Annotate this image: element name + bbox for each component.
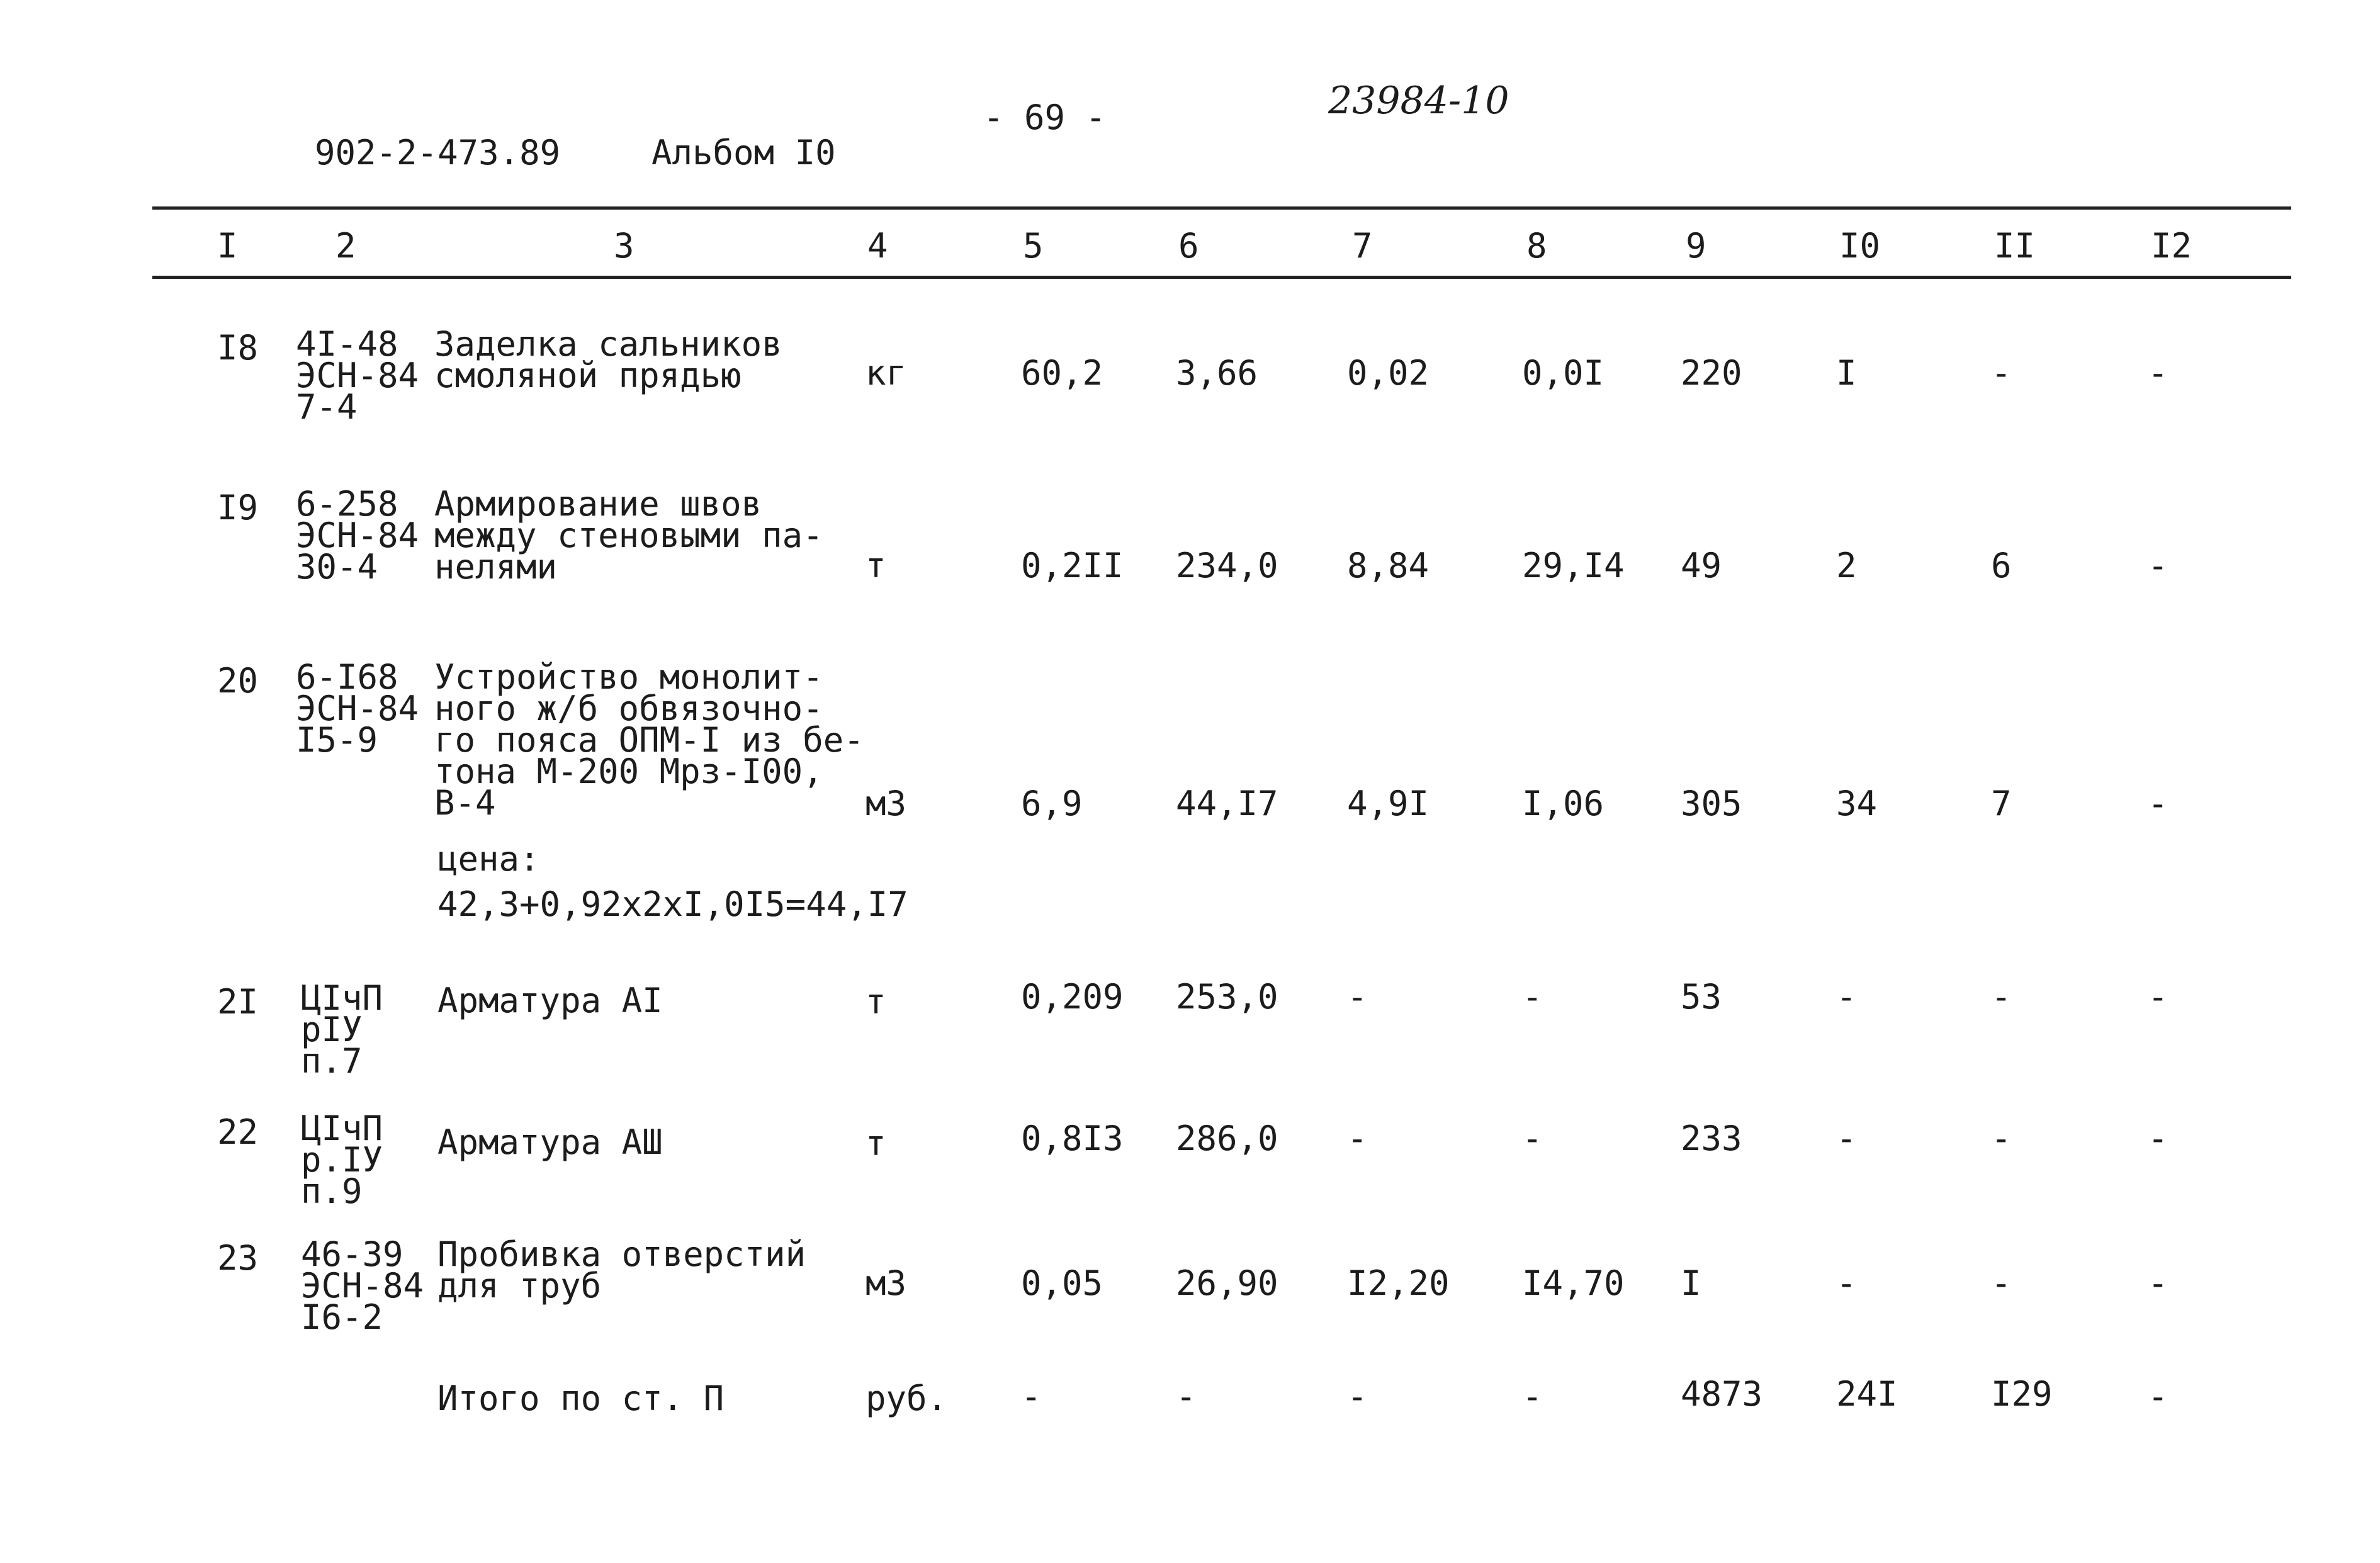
- col10-cell: 34: [1836, 784, 1878, 823]
- col12-cell: -: [2148, 546, 2169, 585]
- col8-cell: 29,I4: [1522, 546, 1625, 585]
- total-cost-cell: 53: [1681, 977, 1722, 1017]
- work-name: Арматура АШ: [437, 1122, 663, 1162]
- handwritten-number: 23984-10: [1328, 79, 1509, 123]
- row-number: 2I: [217, 982, 259, 1022]
- col10-cell: 2: [1836, 546, 1857, 585]
- unit-price-cell: 3,66: [1176, 353, 1258, 393]
- column-header: 5: [1023, 226, 1044, 266]
- unit-price-cell: 234,0: [1176, 546, 1278, 585]
- col7-cell: 8,84: [1347, 546, 1430, 585]
- document-code: 902-2-473.89: [315, 133, 561, 172]
- col12-cell: -: [2148, 1263, 2169, 1303]
- quantity-cell: 60,2: [1021, 353, 1103, 393]
- quantity-cell: 0,2II: [1021, 546, 1124, 585]
- col7-cell: -: [1347, 977, 1368, 1017]
- col12-cell: -: [2148, 1119, 2169, 1158]
- unit-cell: т: [866, 546, 886, 585]
- total-cost-cell: 220: [1681, 353, 1742, 393]
- norm-code: 6-258 ЭСН-84 30-4: [296, 484, 419, 587]
- work-name: Арматура АI: [437, 981, 663, 1020]
- total-cost-cell: I: [1681, 1263, 1701, 1303]
- row-number: I8: [217, 328, 259, 368]
- column-header: 4: [867, 226, 888, 266]
- total-col11: I29: [1991, 1374, 2053, 1414]
- col12-cell: -: [2148, 784, 2169, 823]
- total-label: Итого по ст. П: [437, 1379, 725, 1418]
- total-cost-cell: 233: [1681, 1119, 1742, 1158]
- col11-cell: -: [1991, 1119, 2012, 1158]
- column-header: II: [1994, 226, 2036, 266]
- unit-cell: т: [866, 982, 886, 1022]
- row-number: 20: [217, 661, 259, 701]
- quantity-cell: 0,209: [1021, 977, 1124, 1017]
- norm-code: 6-I68 ЭСН-84 I5-9: [296, 657, 419, 760]
- work-name: Устройство монолит- ного ж/б обвязочно- го пояса ОПМ-I из бе- тона М-200 Мрз-I00, В-4: [434, 657, 864, 823]
- col10-cell: -: [1836, 1263, 1857, 1303]
- total-col6: -: [1176, 1377, 1197, 1416]
- row-number: I9: [217, 488, 259, 528]
- total-col5: -: [1021, 1377, 1042, 1416]
- total-col10: 24I: [1836, 1374, 1898, 1414]
- col8-cell: -: [1522, 1119, 1543, 1158]
- price-formula: 42,3+0,92х2хI,0I5=44,I7: [437, 884, 908, 924]
- norm-code: ЦIчП р.IУ п.9: [301, 1109, 383, 1211]
- work-name: Заделка сальников смоляной прядью: [434, 324, 782, 395]
- total-cost-cell: 49: [1681, 546, 1722, 585]
- col7-cell: 4,9I: [1347, 784, 1430, 823]
- col11-cell: 6: [1991, 546, 2012, 585]
- work-name: Пробивка отверстий для труб: [437, 1234, 806, 1306]
- col11-cell: -: [1991, 977, 2012, 1017]
- page-number: - 69 -: [983, 98, 1107, 137]
- column-header: I2: [2151, 226, 2192, 266]
- quantity-cell: 0,05: [1021, 1263, 1103, 1303]
- column-header: 8: [1526, 226, 1547, 266]
- album-label: Альбом I0: [651, 133, 836, 172]
- col10-cell: -: [1836, 1119, 1857, 1158]
- col11-cell: -: [1991, 1263, 2012, 1303]
- total-unit: руб.: [866, 1379, 948, 1418]
- col8-cell: 0,0I: [1522, 353, 1605, 393]
- quantity-cell: 0,8I3: [1021, 1119, 1124, 1158]
- col8-cell: I,06: [1522, 784, 1605, 823]
- total-col7: -: [1347, 1377, 1368, 1416]
- column-header: 2: [336, 226, 356, 266]
- column-header: I0: [1839, 226, 1881, 266]
- unit-price-cell: 286,0: [1176, 1119, 1278, 1158]
- norm-code: ЦIчП рIУ п.7: [301, 978, 383, 1081]
- norm-code: 4I-48 ЭСН-84 7-4: [296, 324, 419, 427]
- table-top-rule: [152, 206, 2291, 210]
- col10-cell: I: [1836, 353, 1857, 393]
- unit-cell: кг: [866, 353, 907, 393]
- col12-cell: -: [2148, 353, 2169, 393]
- quantity-cell: 6,9: [1021, 784, 1083, 823]
- total-col9: 4873: [1681, 1374, 1763, 1414]
- unit-price-cell: 253,0: [1176, 977, 1278, 1017]
- column-header: 7: [1352, 226, 1373, 266]
- row-number: 23: [217, 1238, 259, 1278]
- col10-cell: -: [1836, 977, 1857, 1017]
- total-cost-cell: 305: [1681, 784, 1742, 823]
- unit-cell: м3: [866, 1263, 907, 1303]
- unit-cell: т: [866, 1124, 886, 1163]
- col12-cell: -: [2148, 977, 2169, 1017]
- col7-cell: 0,02: [1347, 353, 1430, 393]
- total-col12: -: [2148, 1377, 2169, 1416]
- col8-cell: I4,70: [1522, 1263, 1625, 1303]
- column-header: I: [217, 226, 238, 266]
- price-label: цена:: [437, 839, 540, 879]
- column-header: 6: [1178, 226, 1199, 266]
- total-col8: -: [1522, 1377, 1543, 1416]
- work-name: Армирование швов между стеновыми па- нелями: [434, 484, 823, 587]
- row-number: 22: [217, 1112, 259, 1152]
- table-header-rule: [152, 276, 2291, 279]
- col7-cell: I2,20: [1347, 1263, 1450, 1303]
- col11-cell: 7: [1991, 784, 2012, 823]
- col11-cell: -: [1991, 353, 2012, 393]
- norm-code: 46-39 ЭСН-84 I6-2: [301, 1234, 424, 1337]
- col8-cell: -: [1522, 977, 1543, 1017]
- unit-price-cell: 26,90: [1176, 1263, 1278, 1303]
- unit-price-cell: 44,I7: [1176, 784, 1278, 823]
- column-header: 9: [1686, 226, 1706, 266]
- col7-cell: -: [1347, 1119, 1368, 1158]
- unit-cell: м3: [866, 784, 907, 823]
- column-header: 3: [614, 226, 634, 266]
